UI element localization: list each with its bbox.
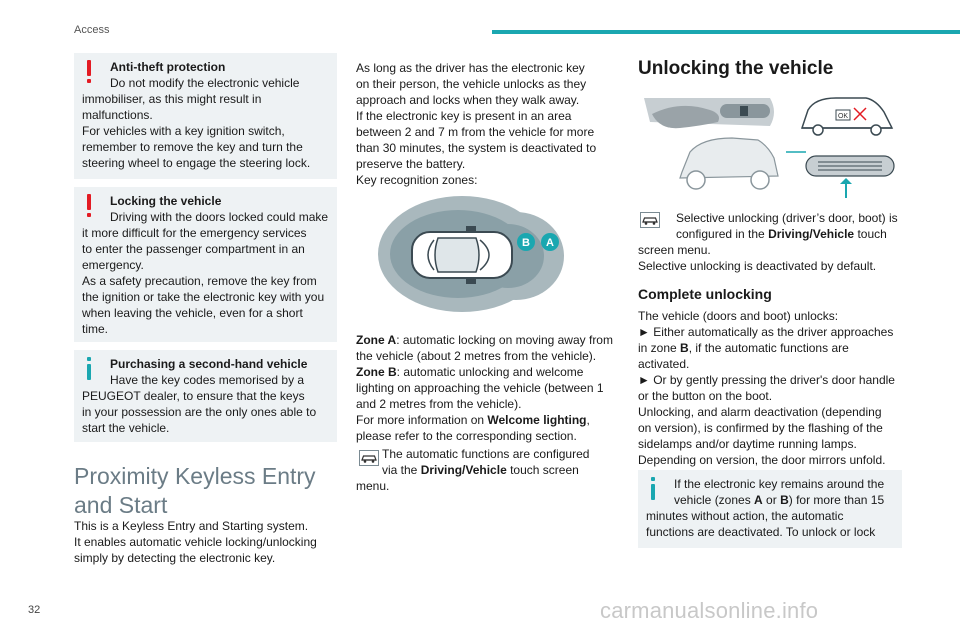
- box-line: malfunctions.: [82, 108, 153, 122]
- text-line: preserve the battery.: [356, 157, 466, 171]
- info-line2: vehicle (zones A or B) for more than 15: [674, 493, 885, 507]
- auto-line2: via the Driving/Vehicle touch screen: [382, 463, 579, 477]
- section-title: Proximity Keyless Entry and Start: [74, 463, 316, 518]
- text-line: ► Or by gently pressing the driver's door handle: [638, 373, 895, 387]
- text-line: functions are deactivated. To unlock or lock: [646, 525, 876, 539]
- info-box-key-timeout: [638, 470, 902, 548]
- text-line: Selective unlocking (driver’s door, boot) is: [676, 211, 898, 225]
- box-line: Do not modify the electronic vehicle: [110, 76, 300, 90]
- text-line: lighting on approaching the vehicle (between 1: [356, 381, 604, 395]
- more-info-line: For more information on Welcome lighting,: [356, 413, 590, 427]
- box-line: to enter the passenger compartment in an: [82, 242, 305, 256]
- text-line: and 2 metres from the vehicle).: [356, 397, 522, 411]
- zone-a-label: A: [546, 237, 554, 249]
- box-line: Driving with the doors locked could make: [110, 210, 329, 224]
- key-zones-diagram: [376, 196, 566, 326]
- selective-unlocking-note: [638, 210, 918, 274]
- complete-unlocking-text: [638, 308, 918, 468]
- header-accent-bar: [492, 30, 960, 34]
- info-icon: [648, 477, 658, 503]
- intro-paragraph: [74, 518, 344, 566]
- zone-b-label: B: [522, 237, 530, 249]
- text-line: the vehicle (about 2 metres from the vehicle).: [356, 349, 597, 363]
- ok-label: OK: [837, 113, 849, 120]
- box-line: emergency.: [82, 258, 144, 272]
- selective-line2: configured in the Driving/Vehicle touch: [676, 227, 887, 241]
- page-number: 32: [28, 604, 41, 616]
- text-line: between 2 and 7 m from the vehicle for more: [356, 125, 595, 139]
- automatic-functions-note: [356, 446, 636, 494]
- box-line: when leaving the vehicle, even for a short: [82, 306, 303, 320]
- zones-description: [356, 332, 636, 444]
- info-icon: [84, 357, 94, 383]
- text-line: This is a Keyless Entry and Starting system.: [74, 519, 309, 533]
- text-line: ► Either automatically as the driver approaches: [638, 325, 894, 339]
- box-title: Locking the vehicle: [110, 194, 222, 208]
- text-line: approach and locks when they walk away.: [356, 93, 580, 107]
- zone-b-line: Zone B: automatic unlocking and welcome: [356, 365, 584, 379]
- warning-box-locking: [74, 187, 337, 342]
- box-title: Anti-theft protection: [110, 60, 226, 74]
- text-line: minutes without action, the automatic: [646, 509, 844, 523]
- complete-unlocking-subtitle: Complete unlocking: [638, 286, 772, 302]
- text-line: or the button on the boot.: [638, 389, 773, 403]
- text-line: than 30 minutes, the system is deactivated to: [356, 141, 597, 155]
- text-line: please refer to the corresponding section.: [356, 429, 577, 443]
- box-line: steering wheel to engage the steering lock.: [82, 156, 311, 170]
- box-line: PEUGEOT dealer, to ensure that the keys: [82, 389, 305, 403]
- section-header: Access: [74, 24, 110, 36]
- car-rear-sketch-icon: [680, 138, 778, 189]
- warning-icon: [84, 194, 94, 220]
- text-line: screen menu.: [638, 243, 711, 257]
- text-line: Depending on version, the door mirrors unfold.: [638, 453, 886, 467]
- warning-icon: [84, 60, 94, 86]
- box-line: Have the key codes memorised by a: [110, 373, 305, 387]
- box-line: start the vehicle.: [82, 421, 170, 435]
- box-line: As a safety precaution, remove the key from: [82, 274, 317, 288]
- box-line: For vehicles with a key ignition switch,: [82, 124, 285, 138]
- unlocking-illustration: [640, 92, 900, 202]
- box-line: remember to remove the key and turn the: [82, 140, 303, 154]
- boot-button-icon: [806, 156, 894, 198]
- cu-b1-line2: in zone B, if the automatic functions are: [638, 341, 849, 355]
- text-line: Selective unlocking is deactivated by default.: [638, 259, 877, 273]
- text-line: It enables automatic vehicle locking/unlocking: [74, 535, 317, 549]
- text-line: on their person, the vehicle unlocks as they: [356, 77, 587, 91]
- text-line: Unlocking, and alarm deactivation (depending: [638, 405, 882, 419]
- text-line: If the electronic key is present in an area: [356, 109, 572, 123]
- text-line: If the electronic key remains around the: [674, 477, 885, 491]
- watermark: carmanualsonline.info: [600, 598, 819, 623]
- box-line: immobiliser, as this might result in: [82, 92, 262, 106]
- unlocking-title: Unlocking the vehicle: [638, 58, 834, 79]
- text-line: As long as the driver has the electronic key: [356, 61, 585, 75]
- info-box-second-hand: [74, 350, 337, 442]
- warning-box-anti-theft: [74, 53, 337, 179]
- box-line: time.: [82, 322, 109, 336]
- text-line: simply by detecting the electronic key.: [74, 551, 276, 565]
- text-line: on version), is confirmed by the flashing of the: [638, 421, 883, 435]
- zone-a-line: Zone A: automatic locking on moving away from: [356, 333, 613, 347]
- paragraph-proximity: [356, 60, 626, 188]
- car-side-icon: [802, 98, 892, 135]
- box-title: Purchasing a second-hand vehicle: [110, 357, 308, 371]
- text-line: The vehicle (doors and boot) unlocks:: [638, 309, 839, 323]
- text-line: sidelamps and/or daytime running lamps.: [638, 437, 857, 451]
- box-line: the ignition or take the electronic key with you: [82, 290, 325, 304]
- text-line: The automatic functions are configured: [382, 447, 590, 461]
- text-line: menu.: [356, 479, 390, 493]
- box-line: in your possession are the only ones able to: [82, 405, 317, 419]
- door-handle-hand-icon: [644, 98, 774, 128]
- text-line: activated.: [638, 357, 690, 371]
- box-line: it more difficult for the emergency services: [82, 226, 307, 240]
- text-line: Key recognition zones:: [356, 173, 478, 187]
- car-top-view-icon: [412, 226, 512, 284]
